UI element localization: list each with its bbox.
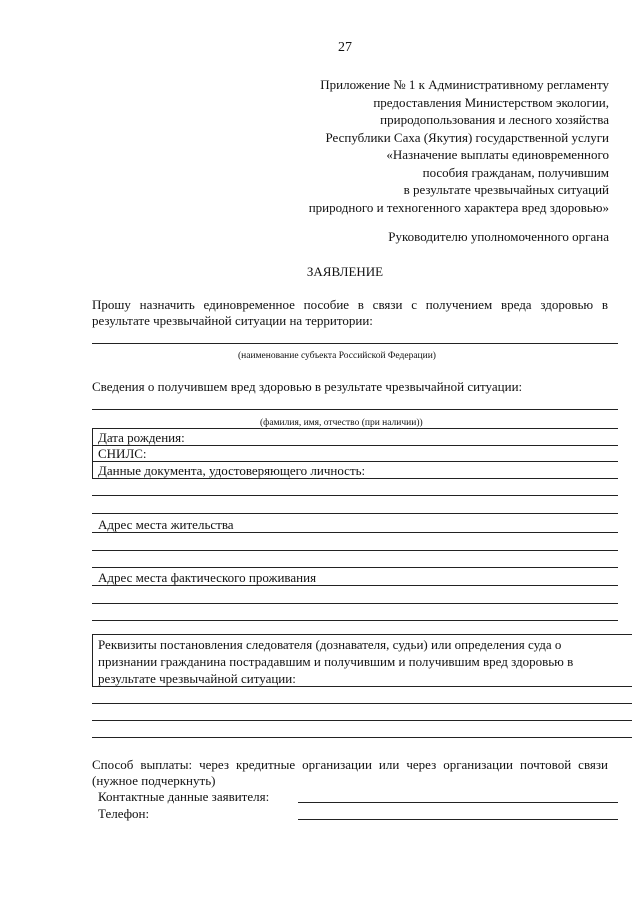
actual-address-line[interactable]: [92, 620, 618, 621]
residence-address-label: Адрес места жительства: [98, 517, 234, 532]
appendix-block: [209, 77, 609, 217]
addressee: Руководителю уполномоченного органа: [388, 229, 609, 244]
payment-method-text: Способ выплаты: через кредитные организации или через организации почтовой связи: [92, 757, 608, 772]
table-left-border: [92, 428, 93, 478]
appendix-line: пособия гражданам, получившим: [422, 164, 609, 180]
appendix-line: «Назначение выплаты единовременного: [386, 147, 609, 162]
phone-label: Телефон:: [98, 806, 150, 821]
birth-date-label: Дата рождения:: [98, 430, 185, 445]
intro-text: результате чрезвычайной ситуации на территории:: [92, 313, 373, 328]
requisites-text: Реквизиты постановления следователя (дознавателя, судьи) или определения суда о: [98, 637, 562, 652]
id-document-line[interactable]: [92, 478, 618, 479]
id-document-line[interactable]: [92, 513, 618, 514]
appendix-line: природного и техногенного характера вред здоровью»: [308, 199, 609, 215]
residence-address-line[interactable]: [92, 550, 618, 551]
actual-address-line[interactable]: [92, 603, 618, 604]
snils-line[interactable]: [92, 461, 618, 462]
fio-field-line[interactable]: [92, 409, 618, 410]
document-title: ЗАЯВЛЕНИЕ: [306, 264, 384, 279]
table-top-line: [92, 428, 618, 429]
requisites-line[interactable]: [92, 737, 632, 738]
contacts-field-line[interactable]: [298, 802, 618, 803]
residence-address-line[interactable]: [92, 567, 618, 568]
requisites-line[interactable]: [92, 686, 632, 687]
birth-date-line[interactable]: [92, 445, 618, 446]
contacts-label: Контактные данные заявителя:: [98, 789, 270, 804]
requisites-line[interactable]: [92, 720, 632, 721]
id-document-label: Данные документа, удостоверяющего личность:: [98, 463, 366, 478]
page-number: 27: [338, 40, 352, 55]
appendix-line: в результате чрезвычайных ситуаций: [403, 182, 609, 197]
requisites-top-line: [92, 634, 632, 635]
appendix-line: предоставления Министерством экологии,: [373, 94, 609, 110]
requisites-text: результате чрезвычайной ситуации:: [98, 671, 296, 686]
actual-address-line[interactable]: [92, 585, 618, 586]
actual-address-label: Адрес места фактического проживания: [98, 570, 317, 585]
requisites-line[interactable]: [92, 703, 632, 704]
appendix-line: Республики Саха (Якутия) государственной услуги: [325, 129, 609, 145]
phone-field-line[interactable]: [298, 819, 618, 820]
intro-text: Прошу назначить единовременное пособие в связи с получением вреда здоровью в: [92, 297, 608, 312]
fio-caption: (фамилия, имя, отчество (при наличии)): [260, 418, 423, 428]
appendix-line: природопользования и лесного хозяйства: [380, 112, 609, 127]
id-document-line[interactable]: [92, 495, 618, 496]
victim-heading: Сведения о получившем вред здоровью в результате чрезвычайной ситуации:: [92, 379, 523, 394]
requisites-left-border: [92, 634, 93, 686]
residence-address-line[interactable]: [92, 532, 618, 533]
snils-label: СНИЛС:: [98, 446, 147, 461]
payment-method-note: (нужное подчеркнуть): [92, 773, 216, 788]
region-field-line[interactable]: [92, 343, 618, 344]
appendix-line: Приложение № 1 к Административному регламенту: [320, 77, 609, 92]
requisites-text: признании гражданина пострадавшим и получившим и получившим вред здоровью в: [98, 654, 574, 669]
region-caption: (наименование субъекта Российской Федерации): [238, 351, 436, 361]
